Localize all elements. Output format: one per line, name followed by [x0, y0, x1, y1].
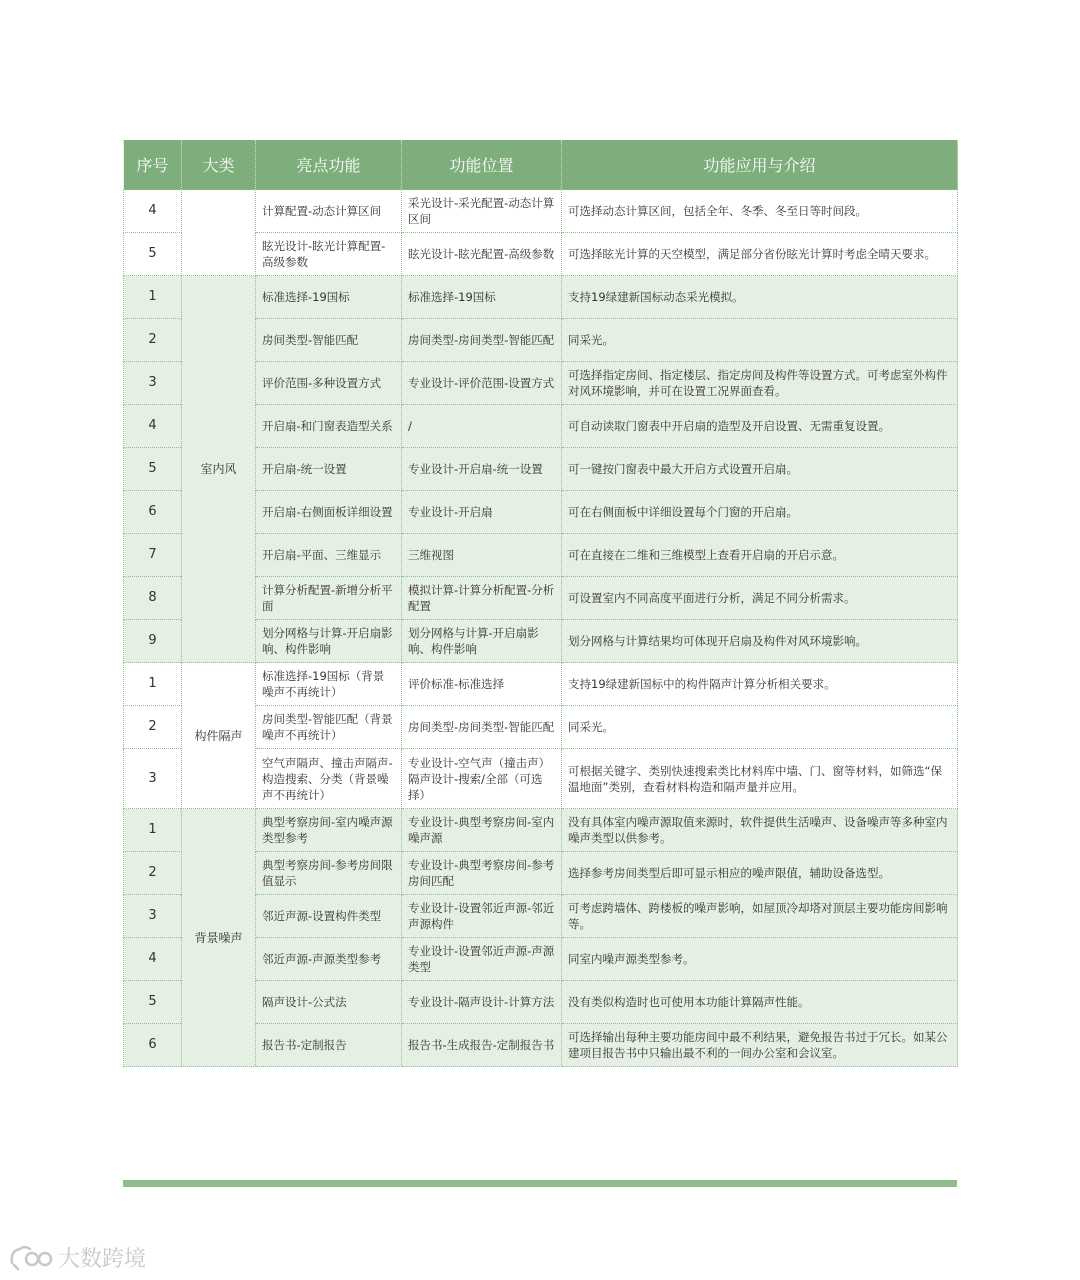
- location-cell: 模拟计算-计算分析配置-分析配置: [402, 577, 562, 620]
- feature-cell: 隔声设计-公式法: [256, 981, 402, 1024]
- description-cell: 可设置室内不同高度平面进行分析，满足不同分析需求。: [562, 577, 958, 620]
- row-number-cell: 5: [124, 981, 182, 1024]
- feature-cell: 标准选择-19国标: [256, 276, 402, 319]
- description-cell: 没有具体室内噪声源取值来源时，软件提供生活噪声、设备噪声等多种室内噪声类型以供参考。: [562, 809, 958, 852]
- watermark-text: 大数跨境: [58, 1247, 147, 1272]
- location-cell: 专业设计-设置邻近声源-邻近声源构件: [402, 895, 562, 938]
- table-row: [124, 276, 958, 319]
- location-cell: 专业设计-设置邻近声源-声源类型: [402, 938, 562, 981]
- category-cell: 背景噪声: [182, 809, 256, 1067]
- row-number-cell: 7: [124, 534, 182, 577]
- description-cell: 可自动读取门窗表中开启扇的造型及开启设置、无需重复设置。: [562, 405, 958, 448]
- feature-cell: 房间类型-智能匹配（背景噪声不再统计）: [256, 706, 402, 749]
- location-cell: 划分网格与计算-开启扇影响、构件影响: [402, 620, 562, 663]
- description-cell: 没有类似构造时也可使用本功能计算隔声性能。: [562, 981, 958, 1024]
- location-cell: 房间类型-房间类型-智能匹配: [402, 706, 562, 749]
- location-cell: 专业设计-典型考察房间-室内噪声源: [402, 809, 562, 852]
- location-cell: /: [402, 405, 562, 448]
- feature-cell: 开启扇-统一设置: [256, 448, 402, 491]
- category-cell: 构件隔声: [182, 663, 256, 809]
- feature-cell: 计算分析配置-新增分析平面: [256, 577, 402, 620]
- location-cell: 专业设计-评价范围-设置方式: [402, 362, 562, 405]
- location-cell: 眩光设计-眩光配置-高级参数: [402, 233, 562, 276]
- row-number-cell: 8: [124, 577, 182, 620]
- row-number-cell: 2: [124, 852, 182, 895]
- description-cell: 同室内噪声源类型参考。: [562, 938, 958, 981]
- table-row: [124, 663, 958, 706]
- header-category: 大类: [182, 140, 256, 190]
- row-number-cell: 9: [124, 620, 182, 663]
- category-cell: 室内风: [182, 276, 256, 663]
- description-cell: 同采光。: [562, 319, 958, 362]
- description-cell: 支持19绿建新国标中的构件隔声计算分析相关要求。: [562, 663, 958, 706]
- location-cell: 专业设计-空气声（撞击声）隔声设计-搜索/全部（可选择）: [402, 749, 562, 809]
- feature-cell: 空气声隔声、撞击声隔声-构造搜索、分类（背景噪声不再统计）: [256, 749, 402, 809]
- row-number-cell: 6: [124, 1024, 182, 1067]
- location-cell: 专业设计-典型考察房间-参考房间匹配: [402, 852, 562, 895]
- category-cell: [182, 190, 256, 276]
- row-number-cell: 3: [124, 749, 182, 809]
- row-number-cell: 5: [124, 233, 182, 276]
- feature-cell: 计算配置-动态计算区间: [256, 190, 402, 233]
- description-cell: 可选择输出每种主要功能房间中最不利结果，避免报告书过于冗长。如某公建项目报告书中只输出最不利的一间办公室和会议室。: [562, 1024, 958, 1067]
- description-cell: 划分网格与计算结果均可体现开启扇及构件对风环境影响。: [562, 620, 958, 663]
- row-number-cell: 1: [124, 809, 182, 852]
- feature-cell: 典型考察房间-室内噪声源类型参考: [256, 809, 402, 852]
- row-number-cell: 2: [124, 319, 182, 362]
- header-row: [124, 140, 958, 190]
- row-number-cell: 3: [124, 895, 182, 938]
- row-number-cell: 4: [124, 190, 182, 233]
- location-cell: 房间类型-房间类型-智能匹配: [402, 319, 562, 362]
- description-cell: 可选择眩光计算的天空模型，满足部分省份眩光计算时考虑全晴天要求。: [562, 233, 958, 276]
- feature-table: [123, 140, 958, 1067]
- description-cell: 可考虑跨墙体、跨楼板的噪声影响，如屋顶冷却塔对顶层主要功能房间影响等。: [562, 895, 958, 938]
- row-number-cell: 1: [124, 663, 182, 706]
- row-number-cell: 6: [124, 491, 182, 534]
- header-feature: 亮点功能: [256, 140, 402, 190]
- feature-cell: 标准选择-19国标（背景噪声不再统计）: [256, 663, 402, 706]
- description-cell: 同采光。: [562, 706, 958, 749]
- description-cell: 可根据关键字、类别快速搜索类比材料库中墙、门、窗等材料，如筛选“保温地面”类别，查看材料构造和隔声量并应用。: [562, 749, 958, 809]
- header-location: 功能位置: [402, 140, 562, 190]
- description-cell: 可选择动态计算区间，包括全年、冬季、冬至日等时间段。: [562, 190, 958, 233]
- location-cell: 采光设计-采光配置-动态计算区间: [402, 190, 562, 233]
- header-no: 序号: [124, 140, 182, 190]
- row-number-cell: 4: [124, 405, 182, 448]
- table-row: [124, 809, 958, 852]
- location-cell: 三维视图: [402, 534, 562, 577]
- table-row: [124, 190, 958, 233]
- feature-cell: 邻近声源-设置构件类型: [256, 895, 402, 938]
- description-cell: 可一键按门窗表中最大开启方式设置开启扇。: [562, 448, 958, 491]
- location-cell: 专业设计-隔声设计-计算方法: [402, 981, 562, 1024]
- watermark: [8, 1242, 146, 1273]
- feature-cell: 报告书-定制报告: [256, 1024, 402, 1067]
- feature-cell: 开启扇-平面、三维显示: [256, 534, 402, 577]
- feature-cell: 典型考察房间-参考房间限值显示: [256, 852, 402, 895]
- feature-cell: 邻近声源-声源类型参考: [256, 938, 402, 981]
- row-number-cell: 1: [124, 276, 182, 319]
- feature-cell: 评价范围-多种设置方式: [256, 362, 402, 405]
- description-cell: 可选择指定房间、指定楼层、指定房间及构件等设置方式。可考虑室外构件对风环境影响，并可在设置工况界面查看。: [562, 362, 958, 405]
- feature-cell: 划分网格与计算-开启扇影响、构件影响: [256, 620, 402, 663]
- row-number-cell: 3: [124, 362, 182, 405]
- location-cell: 标准选择-19国标: [402, 276, 562, 319]
- feature-cell: 眩光设计-眩光计算配置-高级参数: [256, 233, 402, 276]
- feature-cell: 开启扇-和门窗表造型关系: [256, 405, 402, 448]
- location-cell: 评价标准-标准选择: [402, 663, 562, 706]
- description-cell: 可在直接在二维和三维模型上查看开启扇的开启示意。: [562, 534, 958, 577]
- table-body: [124, 190, 958, 1067]
- brand-logo-icon: [8, 1243, 54, 1273]
- location-cell: 报告书-生成报告-定制报告书: [402, 1024, 562, 1067]
- location-cell: 专业设计-开启扇-统一设置: [402, 448, 562, 491]
- table-header: [124, 140, 958, 190]
- table-bottom-bar: [123, 1180, 957, 1187]
- feature-cell: 开启扇-右侧面板详细设置: [256, 491, 402, 534]
- header-description: 功能应用与介绍: [562, 140, 958, 190]
- row-number-cell: 4: [124, 938, 182, 981]
- row-number-cell: 2: [124, 706, 182, 749]
- location-cell: 专业设计-开启扇: [402, 491, 562, 534]
- description-cell: 可在右侧面板中详细设置每个门窗的开启扇。: [562, 491, 958, 534]
- description-cell: 支持19绿建新国标动态采光模拟。: [562, 276, 958, 319]
- description-cell: 选择参考房间类型后即可显示相应的噪声限值，辅助设备选型。: [562, 852, 958, 895]
- feature-cell: 房间类型-智能匹配: [256, 319, 402, 362]
- row-number-cell: 5: [124, 448, 182, 491]
